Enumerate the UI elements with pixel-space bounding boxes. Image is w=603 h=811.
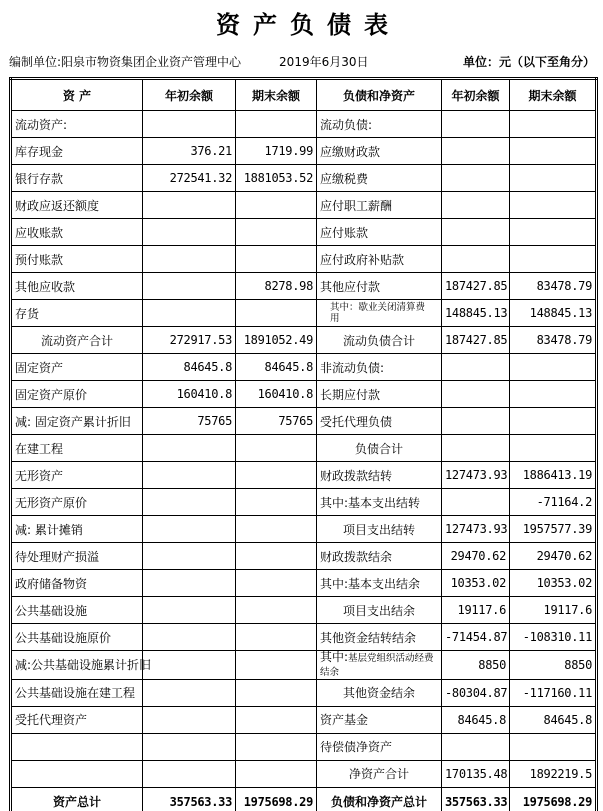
- balance-sheet-table: [9, 77, 598, 811]
- asset-opening-balance-cell: [143, 679, 236, 706]
- table-row: [11, 165, 597, 192]
- asset-opening-balance-cell: 272917.53: [143, 327, 236, 354]
- liability-name-cell: 其他应付款: [317, 273, 442, 300]
- liability-closing-balance-cell: 1886413.19: [510, 462, 597, 489]
- table-row: [11, 435, 597, 462]
- asset-opening-balance-cell: [143, 651, 236, 680]
- liability-closing-balance-cell: -71164.2: [510, 489, 597, 516]
- asset-opening-balance-cell: 376.21: [143, 138, 236, 165]
- asset-name-cell: 受托代理资产: [11, 706, 143, 733]
- asset-closing-balance-cell: [236, 651, 317, 680]
- asset-opening-balance-cell: [143, 760, 236, 787]
- table-row: [11, 192, 597, 219]
- liability-name-cell: 受托代理负债: [317, 408, 442, 435]
- asset-opening-balance-cell: [143, 706, 236, 733]
- asset-opening-balance-cell: [143, 624, 236, 651]
- liability-name-cell: 财政拨款结转: [317, 462, 442, 489]
- asset-name-cell: 资产总计: [11, 787, 143, 811]
- liability-closing-balance-cell: [510, 138, 597, 165]
- liability-name-cell: 资产基金: [317, 706, 442, 733]
- table-row: [11, 706, 597, 733]
- liability-opening-balance-cell: 10353.02: [442, 570, 510, 597]
- liability-opening-balance-cell: [442, 408, 510, 435]
- asset-closing-balance-cell: 1719.99: [236, 138, 317, 165]
- asset-name-cell: 财政应返还额度: [11, 192, 143, 219]
- column-header: 年初余额: [143, 79, 236, 111]
- asset-closing-balance-cell: [236, 570, 317, 597]
- liability-closing-balance-cell: -117160.11: [510, 679, 597, 706]
- liability-opening-balance-cell: [442, 165, 510, 192]
- asset-name-cell: 存货: [11, 300, 143, 327]
- asset-name-cell: 减: 累计摊销: [11, 516, 143, 543]
- asset-name-cell: 无形资产原价: [11, 489, 143, 516]
- liability-opening-balance-cell: [442, 354, 510, 381]
- liability-opening-balance-cell: [442, 733, 510, 760]
- liability-closing-balance-cell: 148845.13: [510, 300, 597, 327]
- asset-opening-balance-cell: [143, 219, 236, 246]
- liability-name-cell: 流动负债:: [317, 111, 442, 138]
- table-row: [11, 219, 597, 246]
- liability-name-cell: 应付职工薪酬: [317, 192, 442, 219]
- liability-name-cell: 项目支出结余: [317, 597, 442, 624]
- asset-name-cell: [11, 733, 143, 760]
- liability-closing-balance-cell: [510, 165, 597, 192]
- liability-name-cell: [317, 651, 442, 680]
- liability-opening-balance-cell: 148845.13: [442, 300, 510, 327]
- liability-name-cell: 应付政府补贴款: [317, 246, 442, 273]
- liability-opening-balance-cell: 19117.6: [442, 597, 510, 624]
- liability-name-cell: 待偿债净资产: [317, 733, 442, 760]
- liability-closing-balance-cell: [510, 435, 597, 462]
- asset-closing-balance-cell: [236, 760, 317, 787]
- asset-opening-balance-cell: 357563.33: [143, 787, 236, 811]
- liability-closing-balance-cell: 10353.02: [510, 570, 597, 597]
- liability-closing-balance-cell: 8850: [510, 651, 597, 680]
- table-row: [11, 354, 597, 381]
- liability-opening-balance-cell: 357563.33: [442, 787, 510, 811]
- currency-unit-note: 单位：元（以下至角分）: [462, 55, 595, 69]
- liability-opening-balance-cell: 187427.85: [442, 273, 510, 300]
- asset-name-cell: [11, 760, 143, 787]
- table-row: [11, 489, 597, 516]
- asset-closing-balance-cell: [236, 543, 317, 570]
- liability-opening-balance-cell: -71454.87: [442, 624, 510, 651]
- liability-closing-balance-cell: 29470.62: [510, 543, 597, 570]
- liability-opening-balance-cell: [442, 219, 510, 246]
- liability-opening-balance-cell: 127473.93: [442, 516, 510, 543]
- table-row: [11, 327, 597, 354]
- liability-opening-balance-cell: -80304.87: [442, 679, 510, 706]
- table-row: [11, 138, 597, 165]
- liability-name-cell: 负债合计: [317, 435, 442, 462]
- column-header: 负债和净资产: [317, 79, 442, 111]
- liability-closing-balance-cell: 19117.6: [510, 597, 597, 624]
- asset-closing-balance-cell: [236, 192, 317, 219]
- asset-opening-balance-cell: [143, 733, 236, 760]
- asset-closing-balance-cell: [236, 462, 317, 489]
- asset-name-cell: 公共基础设施: [11, 597, 143, 624]
- prepared-by-label: 编制单位:阳泉市物资集团企业资产管理中心: [9, 55, 242, 69]
- page-title: 资产负债表: [216, 10, 401, 39]
- asset-closing-balance-cell: [236, 516, 317, 543]
- liability-opening-balance-cell: 187427.85: [442, 327, 510, 354]
- liability-closing-balance-cell: 1957577.39: [510, 516, 597, 543]
- liability-closing-balance-cell: [510, 381, 597, 408]
- table-row: [11, 300, 597, 327]
- liability-name-cell: 流动负债合计: [317, 327, 442, 354]
- asset-opening-balance-cell: [143, 246, 236, 273]
- asset-closing-balance-cell: 84645.8: [236, 354, 317, 381]
- asset-closing-balance-cell: 8278.98: [236, 273, 317, 300]
- asset-name-cell: 流动资产:: [11, 111, 143, 138]
- liability-name-cell: 其中：歇业关闭清算费用: [317, 300, 442, 327]
- asset-name-cell: 在建工程: [11, 435, 143, 462]
- liability-name-cell: 负债和净资产总计: [317, 787, 442, 811]
- asset-closing-balance-cell: [236, 219, 317, 246]
- asset-opening-balance-cell: [143, 489, 236, 516]
- liability-closing-balance-cell: -108310.11: [510, 624, 597, 651]
- asset-opening-balance-cell: [143, 111, 236, 138]
- table-row: [11, 679, 597, 706]
- asset-closing-balance-cell: [236, 435, 317, 462]
- asset-closing-balance-cell: 1881053.52: [236, 165, 317, 192]
- asset-opening-balance-cell: [143, 273, 236, 300]
- column-header: 资 产: [11, 79, 143, 111]
- asset-name-cell: 预付账款: [11, 246, 143, 273]
- table-row: [11, 111, 597, 138]
- liability-closing-balance-cell: 83478.79: [510, 327, 597, 354]
- asset-opening-balance-cell: 84645.8: [143, 354, 236, 381]
- asset-name-cell: 公共基础设施在建工程: [11, 679, 143, 706]
- liability-opening-balance-cell: 127473.93: [442, 462, 510, 489]
- liability-opening-balance-cell: [442, 111, 510, 138]
- liability-opening-balance-cell: 8850: [442, 651, 510, 680]
- asset-name-cell: 公共基础设施原价: [11, 624, 143, 651]
- liability-closing-balance-cell: 1975698.29: [510, 787, 597, 811]
- liability-closing-balance-cell: [510, 246, 597, 273]
- liability-opening-balance-cell: [442, 381, 510, 408]
- asset-name-cell: 应收账款: [11, 219, 143, 246]
- asset-closing-balance-cell: [236, 624, 317, 651]
- asset-name-cell: 无形资产: [11, 462, 143, 489]
- asset-closing-balance-cell: [236, 706, 317, 733]
- table-row: [11, 597, 597, 624]
- table-row: [11, 462, 597, 489]
- table-row: [11, 543, 597, 570]
- column-header: 期末余额: [236, 79, 317, 111]
- liability-opening-balance-cell: 170135.48: [442, 760, 510, 787]
- liability-opening-balance-cell: [442, 138, 510, 165]
- liability-closing-balance-cell: [510, 733, 597, 760]
- asset-opening-balance-cell: 160410.8: [143, 381, 236, 408]
- liability-closing-balance-cell: 84645.8: [510, 706, 597, 733]
- liability-closing-balance-cell: [510, 354, 597, 381]
- table-body: [11, 111, 597, 811]
- asset-opening-balance-cell: [143, 435, 236, 462]
- asset-name-cell: 政府储备物资: [11, 570, 143, 597]
- liability-closing-balance-cell: 83478.79: [510, 273, 597, 300]
- asset-name-cell: 银行存款: [11, 165, 143, 192]
- table-row: [11, 273, 597, 300]
- table-row: [11, 381, 597, 408]
- liability-closing-balance-cell: 1892219.5: [510, 760, 597, 787]
- among-which-prefix: 其中:: [320, 650, 349, 664]
- asset-closing-balance-cell: [236, 733, 317, 760]
- among-which-detail: 基层党组织活动经费结余: [320, 653, 434, 678]
- asset-opening-balance-cell: [143, 516, 236, 543]
- asset-closing-balance-cell: 1975698.29: [236, 787, 317, 811]
- meta-row: [9, 54, 595, 70]
- column-header: 年初余额: [442, 79, 510, 111]
- liability-name-cell: 应缴财政款: [317, 138, 442, 165]
- asset-closing-balance-cell: 1891052.49: [236, 327, 317, 354]
- table-row: [11, 408, 597, 435]
- liability-name-cell: 其中:基本支出结余: [317, 570, 442, 597]
- liability-opening-balance-cell: [442, 246, 510, 273]
- liability-name-cell: 项目支出结转: [317, 516, 442, 543]
- column-header: 期末余额: [510, 79, 597, 111]
- liability-opening-balance-cell: [442, 192, 510, 219]
- liability-name-cell: 非流动负债:: [317, 354, 442, 381]
- table-row: [11, 516, 597, 543]
- asset-closing-balance-cell: [236, 679, 317, 706]
- table-row: [11, 246, 597, 273]
- asset-opening-balance-cell: [143, 192, 236, 219]
- liability-opening-balance-cell: 29470.62: [442, 543, 510, 570]
- asset-name-cell: 减:公共基础设施累计折旧: [11, 651, 143, 680]
- asset-closing-balance-cell: [236, 111, 317, 138]
- liability-name-cell: 其他资金结余: [317, 679, 442, 706]
- liability-closing-balance-cell: [510, 408, 597, 435]
- asset-closing-balance-cell: [236, 246, 317, 273]
- liability-name-cell: 净资产合计: [317, 760, 442, 787]
- liability-name-cell: 其他资金结转结余: [317, 624, 442, 651]
- liability-closing-balance-cell: [510, 111, 597, 138]
- liability-name-cell: 应付账款: [317, 219, 442, 246]
- header-row: [11, 79, 597, 111]
- asset-closing-balance-cell: 75765: [236, 408, 317, 435]
- liability-name-cell: 财政拨款结余: [317, 543, 442, 570]
- asset-closing-balance-cell: 160410.8: [236, 381, 317, 408]
- asset-name-cell: 流动资产合计: [11, 327, 143, 354]
- asset-closing-balance-cell: [236, 489, 317, 516]
- table-row: [11, 787, 597, 811]
- table-row: [11, 651, 597, 680]
- asset-name-cell: 固定资产: [11, 354, 143, 381]
- liability-closing-balance-cell: [510, 219, 597, 246]
- asset-opening-balance-cell: [143, 300, 236, 327]
- asset-opening-balance-cell: [143, 543, 236, 570]
- table-row: [11, 760, 597, 787]
- liability-opening-balance-cell: 84645.8: [442, 706, 510, 733]
- table-row: [11, 624, 597, 651]
- liability-closing-balance-cell: [510, 192, 597, 219]
- table-row: [11, 733, 597, 760]
- liability-name-cell: 应缴税费: [317, 165, 442, 192]
- asset-opening-balance-cell: 272541.32: [143, 165, 236, 192]
- asset-opening-balance-cell: [143, 462, 236, 489]
- asset-name-cell: 待处理财产损溢: [11, 543, 143, 570]
- asset-name-cell: 其他应收款: [11, 273, 143, 300]
- table-row: [11, 570, 597, 597]
- liability-opening-balance-cell: [442, 435, 510, 462]
- liability-name-cell: 其中:基本支出结转: [317, 489, 442, 516]
- asset-closing-balance-cell: [236, 597, 317, 624]
- asset-name-cell: 减: 固定资产累计折旧: [11, 408, 143, 435]
- liability-opening-balance-cell: [442, 489, 510, 516]
- asset-name-cell: 库存现金: [11, 138, 143, 165]
- asset-opening-balance-cell: [143, 570, 236, 597]
- asset-closing-balance-cell: [236, 300, 317, 327]
- asset-opening-balance-cell: [143, 597, 236, 624]
- report-date: 2019年6月30日: [279, 55, 369, 69]
- asset-opening-balance-cell: 75765: [143, 408, 236, 435]
- liability-name-cell: 长期应付款: [317, 381, 442, 408]
- asset-name-cell: 固定资产原价: [11, 381, 143, 408]
